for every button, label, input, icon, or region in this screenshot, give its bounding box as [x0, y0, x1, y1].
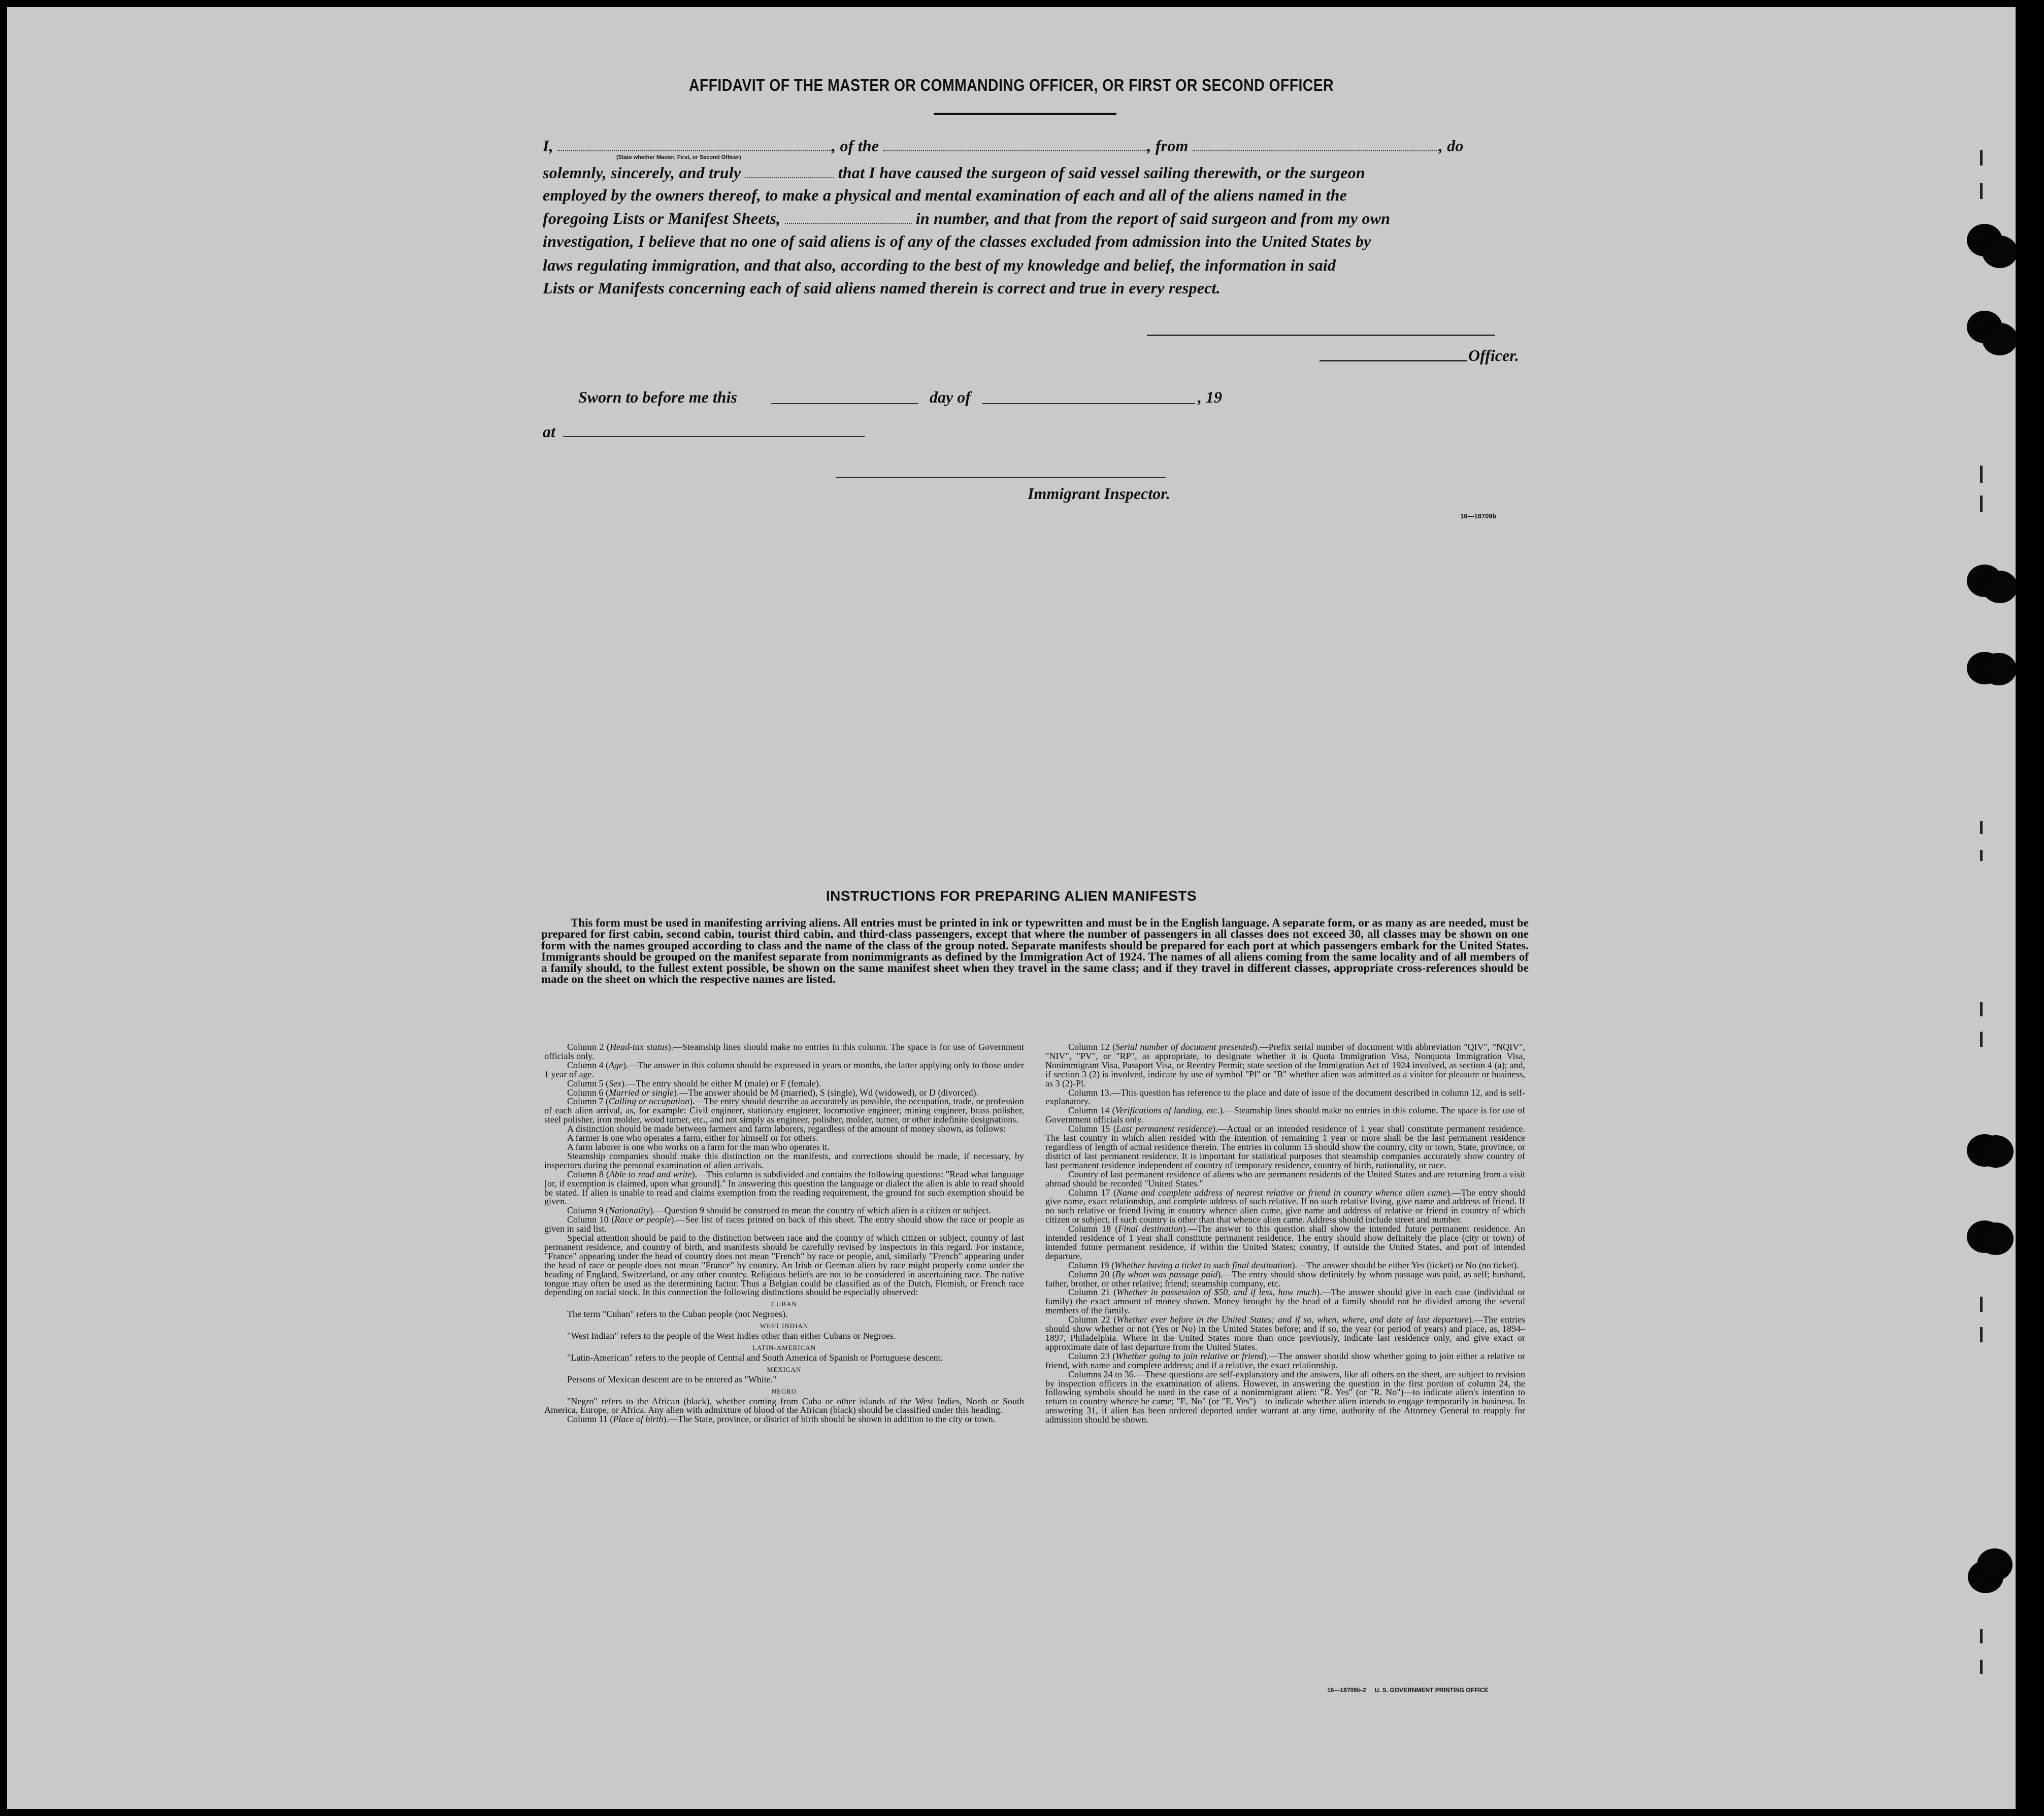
officer-title-line[interactable]	[1320, 360, 1467, 361]
margin-mark	[1980, 183, 1983, 199]
cuban-definition: The term "Cuban" refers to the Cuban people (not Negroes).	[567, 1309, 788, 1319]
affidavit-line-7: Lists or Manifests concerning each of said aliens named therein is correct and true in every respect.	[543, 279, 1221, 297]
column-10-note: Column 10 (Race or people).—See list of races printed on back of this sheet. The entry should show the race or people as given in said list.	[544, 1214, 1024, 1234]
officer-label: Officer.	[1468, 346, 1519, 365]
line2-text-a: solemnly, sincerely, and truly	[543, 163, 741, 182]
column-18-note: Column 18 (Final destination).—The answer to this question shall show the intended future permanent residence. An intended residence of 1 year shall constitute permanent residence. The entry should show definitely the place (city or town) of intended future permanent residence, if within the United States; country, if outside the United States, and port of intended departure.	[1045, 1224, 1525, 1261]
margin-mark	[1980, 1032, 1983, 1047]
margin-mark	[1980, 150, 1983, 166]
farmer-definition: A farmer is one who operates a farm, either for himself or for others.	[567, 1133, 818, 1143]
column-4-note: Column 4 (Age).—The answer in this column should be expressed in years or months, the latter applying only to those under 1 year of age.	[544, 1060, 1024, 1079]
officer-signature-line[interactable]	[1147, 335, 1495, 336]
word-i: I,	[543, 137, 553, 155]
column-6-note: Column 6 (Married or single).—The answer should be M (married), S (single), Wd (widowed), or D (divorced).	[567, 1087, 979, 1098]
heading-latin-american: LATIN-AMERICAN	[752, 1344, 816, 1351]
heading-west-indian: WEST INDIAN	[760, 1322, 809, 1330]
word-of-the: , of the	[832, 137, 879, 155]
margin-mark	[1980, 1629, 1983, 1643]
column-17-note: Column 17 (Name and complete address of nearest relative or friend in country whence alien came).—The entry should give name, exact relationship, and complete address of such relative. If no such relative living, give name and address of friend. If no such relative or friend living in country whence alien came, give name and address of relative or friend in country of which citizen or subject, if such country is other than that whence alien came. Address should include street and number.	[1045, 1187, 1526, 1225]
word-do: , do	[1438, 137, 1464, 155]
binder-hole	[1978, 1223, 2014, 1255]
column-23-note: Column 23 (Whether going to join relative or friend).—The answer should show whether going to join either a relative or friend, with name and complete address; and if a relative, the exact relationship.	[1045, 1350, 1525, 1370]
race-distinction: Special attention should be paid to the distinction between race and the country of which citizen or subject, country of last permanent residence, and country of birth, and manifests should be carefully revised by inspectors in this regard. For instance, "France" appearing under the head of country does not mean "French" by race or people, and, similarly "French" appearing under the head of race or people does not mean "France" by country. An Irish or German alien by race might properly come under the heading of England, Switzerland, or any other country. Religious beliefs are not to be considered in ascertaining race. The native tongue may often be used as the determining factor. Thus a Belgian could be classified as of the Dutch, Flemish, or French race depending on racial stock. In this connection the following distinctions should be especially observed:	[544, 1233, 1024, 1298]
sheet-count-field[interactable]	[785, 210, 912, 224]
column-22-note: Column 22 (Whether ever before in the United States; and if so, when, where, and date of last departure).—The entries should show whether or not (Yes or No) in the United States before; and if so, the year (or period of years) and place, as, 1894–1897, Philadelphia. Where in the United States more than once previously, indicate last residence only, and give exact or approximate date of last departure from the United States.	[1045, 1314, 1525, 1352]
margin-mark	[1980, 1660, 1983, 1674]
instructions-right-column	[1045, 1043, 1525, 1425]
margin-mark	[1980, 466, 1983, 483]
vessel-name-field[interactable]	[883, 137, 1147, 151]
column-15-note: Column 15 (Last permanent residence).—Actual or an intended residence of 1 year shall constitute permanent residence. The last country in which alien resided with the intention of remaining 1 year or more shall be the last permanent residence regardless of length of actual residence therein. The entries in column 15 should show the country, city or town, State, province, or district of last permanent residence. It is important for statistical purposes that steamship companies accurately show country of last permanent residence independent of country of temporary residence, country of birth, nationality, or race.	[1045, 1124, 1525, 1170]
binder-hole	[1982, 571, 2018, 603]
form-number: 16—18709b	[1460, 512, 1497, 520]
sworn-text-c: , 19	[1198, 388, 1222, 406]
affidavit-line-3: employed by the owners thereof, to make a physical and mental examination of each and all of the aliens named in the	[543, 186, 1347, 204]
sworn-day-field[interactable]	[771, 403, 918, 404]
farmer-distinction: A distinction should be made between farmers and farm laborers, regardless of the amount of money shown, as follows:	[567, 1124, 1006, 1134]
column-14-note: Column 14 (Verifications of landing, etc.).—Steamship lines should make no entries in this column. The space is for use of Government officials only.	[1045, 1105, 1525, 1125]
instructions-left-column	[544, 1043, 1024, 1424]
column-20-note: Column 20 (By whom was passage paid).—The entry should show definitely by whom passage was paid, as self; husband, father, brother, or other relative; friend; steamship company, etc.	[1045, 1269, 1526, 1289]
margin-mark	[1980, 496, 1983, 512]
instructions-title: INSTRUCTIONS FOR PREPARING ALIEN MANIFESTS	[826, 888, 1197, 904]
affidavit-line-2	[543, 163, 1533, 182]
margin-mark	[1980, 850, 1983, 861]
heading-mexican: MEXICAN	[767, 1365, 802, 1373]
instructions-intro: This form must be used in manifesting arriving aliens. All entries must be printed in ink or typewritten and must be in the English language. A separate form, or as many as are needed, must be prepared for first cabin, second cabin, tourist third cabin, and third-class passengers, except that where the number of passengers in all classes does not exceed 30, all classes may be shown on one form with the names grouped according to class and the name of the class of the group noted. Separate manifests should be prepared for each port at which passengers embark for the United States. Immigrants should be grouped on the manifest separate from nonimmigrants as defined by the Immigration Act of 1924. The names of all aliens coming from the same locality and of all members of a family should, to the fullest extent possible, be shown on the same manifest sheet when they travel in the same class; and if they travel in different classes, appropriate cross-references should be made on the sheet on which the respective names are listed.	[541, 916, 1529, 986]
column-21-note: Column 21 (Whether in possession of $50, and if less, how much).—The answer should give in each case (individual or family) the exact amount of money shown. Money brought by the head of a family should not be divided among the several members of the family.	[1045, 1287, 1525, 1316]
title-rule	[934, 113, 1116, 115]
manifest-back-sheet	[7, 7, 2016, 1809]
column-9-note: Column 9 (Nationality).—Question 9 should be construed to mean the country of which alien is a citizen or subject.	[567, 1205, 991, 1216]
binder-hole	[1978, 1135, 2014, 1168]
line4-text-b: in number, and that from the report of said surgeon and from my own	[915, 209, 1391, 227]
heading-cuban: CUBAN	[771, 1300, 797, 1308]
officer-rank-note: (State whether Master, First, or Second Officer)	[616, 154, 741, 160]
binder-hole	[1981, 653, 2017, 685]
heading-negro: NEGRO	[771, 1387, 797, 1395]
at-label: at	[543, 422, 555, 441]
affidavit-line-5: investigation, I believe that no one of said aliens is of any of the classes excluded from admission into the United States by	[543, 232, 1371, 250]
affidavit-line-4	[543, 209, 1533, 228]
margin-mark	[1980, 1327, 1983, 1342]
place-field[interactable]	[563, 436, 865, 437]
column-15-residents-note: Country of last permanent residence of aliens who are permanent residents of the United States and are returning from a visit abroad should be recorded "United States."	[1045, 1169, 1525, 1188]
column-2-note: Column 2 (Head-tax status).—Steamship lines should make no entries in this column. The space is for use of Government officials only.	[544, 1042, 1024, 1061]
margin-mark	[1980, 1297, 1983, 1312]
sworn-text-a: Sworn to before me this	[578, 388, 737, 406]
steamship-corrections: Steamship companies should make this distinction on the manifests, and corrections should be made, if necessary, by inspectors during the personal examination of alien arrivals.	[544, 1150, 1024, 1170]
column-5-note: Column 5 (Sex).—The entry should be either M (male) or F (female).	[567, 1078, 821, 1088]
west-indian-definition: "West Indian" refers to the people of the West Indies other than either Cubans or Negroes.	[567, 1331, 896, 1341]
officer-rank-field[interactable]	[557, 137, 832, 151]
column-8-note: Column 8 (Able to read and write).—This column is subdivided and contains the following questions: "Read what language [or, if exemption is claimed, upon what ground]." In answering this question the language or dialect the alien is able to read should be stated. If alien is unable to read and claims exemption from the reading requirement, the ground for such exemption should be given.	[544, 1169, 1024, 1207]
columns-24-36-note: Columns 24 to 36.—These questions are self-explanatory and the answers, like all others on the sheet, are subject to revision by inspection officers in the examination of aliens. However, in answering the question in the first portion of column 24, the following symbols should be used in the case of a nonimmigrant alien: "R. Yes" (or "R. No")—to indicate alien's intention to return to country whence he came; "E. No" (or "E. Yes")—to indicate whether alien intends to engage temporarily in business. In answering 31, if alien has been ordered deported under warrant at any time, authority of the Attorney General to reapply for admission should be shown.	[1045, 1369, 1525, 1425]
column-7-note: Column 7 (Calling or occupation).—The entry should describe as accurately as possible, the occupation, trade, or profession of each alien arrival, as, for example: Civil engineer, stationary engineer, locomotive engineer, mining engineer, brass polisher, steel polisher, iron molder, wood turner, etc., and not simply as engineer, polisher, molder, turner, or other indefinite designations.	[544, 1096, 1024, 1125]
latin-american-definition: "Latin-American" refers to the people of Central and South America of Spanish or Portuguese descent.	[567, 1352, 943, 1363]
margin-mark	[1980, 821, 1983, 834]
mexican-definition: Persons of Mexican descent are to be entered as "White."	[567, 1374, 777, 1384]
inspector-label: Immigrant Inspector.	[1028, 484, 1170, 503]
affidavit-title: AFFIDAVIT OF THE MASTER OR COMMANDING OFFICER, OR FIRST OR SECOND OFFICER	[688, 76, 1334, 94]
binder-hole	[1982, 323, 2018, 355]
word-from: , from	[1147, 137, 1189, 155]
sworn-text-b: day of	[930, 388, 971, 406]
inspector-signature-line[interactable]	[836, 477, 1166, 478]
binder-hole	[1982, 236, 2018, 268]
column-19-note: Column 19 (Whether having a ticket to such final destination).—The answer should be either Yes (ticket) or No (no ticket).	[1068, 1260, 1519, 1270]
oath-form-field[interactable]	[745, 164, 834, 178]
column-13-note: Column 13.—This question has reference to the place and date of issue of the document described in column 12, and is self-explanatory.	[1045, 1087, 1525, 1107]
farm-laborer-definition: A farm laborer is one who works on a farm for the man who operates it.	[567, 1141, 830, 1152]
affidavit-line-1	[543, 137, 1533, 155]
printing-office-footer: 16—18709b-2 U. S. GOVERNMENT PRINTING OFFICE	[1327, 1687, 1489, 1694]
affidavit-line-6: laws regulating immigration, and that also, according to the best of my knowledge and belief, the information in said	[543, 256, 1336, 274]
column-11-note: Column 11 (Place of birth).—The State, province, or district of birth should be shown in addition to the city or town.	[567, 1414, 996, 1425]
sworn-month-field[interactable]	[982, 403, 1195, 404]
line2-text-b: that I have caused the surgeon of said vessel sailing therewith, or the surgeon	[838, 163, 1365, 182]
port-from-field[interactable]	[1193, 137, 1439, 151]
column-12-note: Column 12 (Serial number of document presented).—Prefix serial number of document with abbreviation "QIV", "NQIV", "NIV", "PV", or "RP", as appropriate, to designate whether it is Quota Immigration Visa, Nonquota Immigration Visa, Nonimmigrant Visa, Passport Visa, or Reentry Permit; state section of the Immigration Act of 1924 involved, as section 4 (a); and, if section 3 (2) is involved, indicate by use of symbol "Pl" or "B" whether alien was admitted as a visitor for pleasure or business, as 3 (2)-Pl.	[1045, 1042, 1525, 1088]
binder-hole	[1977, 1548, 2013, 1581]
line4-text-a: foregoing Lists or Manifest Sheets,	[543, 209, 781, 227]
negro-definition: "Negro" refers to the African (black), whether coming from Cuba or other islands of the West Indies, North or South America, Europe, or Africa. Any alien with admixture of blood of the African (black) should be classified under this heading.	[544, 1396, 1024, 1415]
margin-mark	[1980, 1002, 1983, 1016]
